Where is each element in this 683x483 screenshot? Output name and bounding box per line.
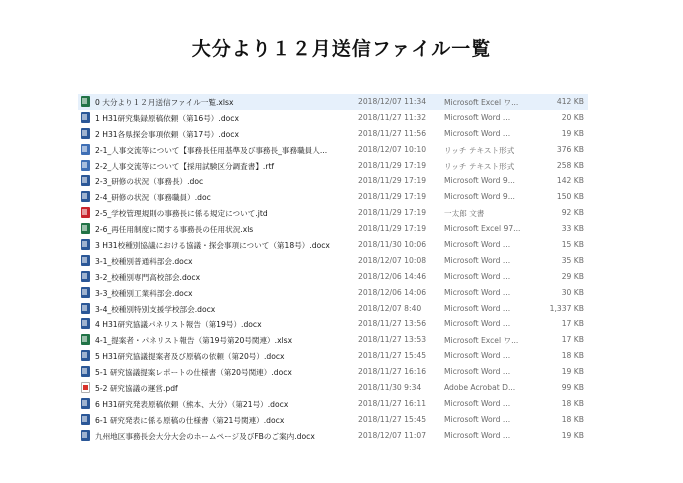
word-icon bbox=[81, 350, 90, 361]
file-date: 2018/12/07 11:34 bbox=[358, 97, 427, 106]
file-size: 99 KB bbox=[561, 383, 584, 393]
file-date: 2018/12/06 14:06 bbox=[358, 287, 427, 297]
file-name: 3-1_校種別普通科部会.docx bbox=[95, 256, 193, 266]
file-list bbox=[78, 94, 588, 444]
file-name: 4-1_提案者・パネリスト報告（第19号第20号関連）.xlsx bbox=[95, 336, 293, 346]
file-name: 2-4_研修の状況（事務職員）.doc bbox=[95, 193, 211, 203]
file-size: 15 KB bbox=[561, 240, 584, 250]
file-date: 2018/11/27 13:53 bbox=[358, 335, 427, 345]
file-type: Microsoft Word 9... bbox=[444, 176, 515, 186]
page-title: 大分より１２月送信ファイル一覧 bbox=[191, 38, 492, 60]
file-size: 29 KB bbox=[561, 271, 584, 281]
file-date: 2018/11/29 17:19 bbox=[358, 224, 427, 234]
word-icon bbox=[81, 112, 90, 123]
file-type: Microsoft Word ... bbox=[444, 240, 511, 250]
word-icon bbox=[81, 128, 90, 139]
file-size: 376 KB bbox=[556, 144, 584, 154]
file-type: Microsoft Word ... bbox=[444, 303, 511, 313]
file-row[interactable] bbox=[78, 158, 588, 174]
file-size: 1,337 KB bbox=[549, 303, 584, 313]
file-row[interactable] bbox=[78, 205, 588, 221]
excel-icon bbox=[81, 334, 90, 345]
file-type: Microsoft Word ... bbox=[444, 414, 511, 424]
file-date: 2018/11/27 16:16 bbox=[358, 367, 427, 377]
file-size: 18 KB bbox=[561, 414, 584, 424]
file-size: 19 KB bbox=[561, 367, 584, 377]
file-name: 2-2_人事交流等について【採用試験区分調査書】.rtf bbox=[95, 161, 275, 171]
file-row[interactable] bbox=[78, 189, 588, 205]
file-date: 2018/12/07 10:08 bbox=[358, 255, 427, 265]
file-type: Adobe Acrobat D... bbox=[444, 383, 516, 393]
file-name: 3-4_校種別特別支援学校部会.docx bbox=[95, 304, 216, 314]
file-name: 5-2 研究協議の運営.pdf bbox=[95, 384, 178, 394]
file-type: Microsoft Word ... bbox=[444, 319, 511, 329]
file-size: 18 KB bbox=[561, 398, 584, 408]
file-row[interactable] bbox=[78, 285, 588, 301]
file-date: 2018/12/07 10:10 bbox=[358, 144, 427, 154]
file-size: 17 KB bbox=[561, 335, 584, 345]
file-size: 150 KB bbox=[556, 192, 584, 202]
file-date: 2018/11/29 17:19 bbox=[358, 192, 427, 202]
file-row[interactable] bbox=[78, 380, 588, 396]
word-icon bbox=[81, 287, 90, 298]
file-name: 九州地区事務長会大分大会のホームページ及びFBのご案内.docx bbox=[95, 431, 315, 441]
file-date: 2018/11/27 15:45 bbox=[358, 414, 427, 424]
file-date: 2018/12/06 14:46 bbox=[358, 271, 427, 281]
file-name: 2-5_学校管理規則の事務長に係る規定について.jtd bbox=[95, 209, 268, 219]
file-row[interactable] bbox=[78, 396, 588, 412]
word-icon bbox=[81, 271, 90, 282]
file-type: Microsoft Word ... bbox=[444, 271, 511, 281]
file-row[interactable] bbox=[78, 428, 588, 444]
word-icon bbox=[81, 414, 90, 425]
file-type: Microsoft Excel ワ... bbox=[444, 98, 519, 107]
file-date: 2018/12/07 11:07 bbox=[358, 430, 427, 440]
file-name: 3 H31校種別協議における協議・探会事項について（第18号）.docx bbox=[95, 241, 330, 251]
file-date: 2018/11/29 17:19 bbox=[358, 208, 427, 218]
file-name: 6 H31研究発表原稿依頼（熊本、大分）（第21号）.docx bbox=[95, 399, 289, 409]
file-type: Microsoft Excel 97... bbox=[444, 224, 521, 234]
file-type: Microsoft Word ... bbox=[444, 128, 511, 138]
file-type: 一太郎 文書 bbox=[444, 209, 485, 219]
file-date: 2018/12/07 8:40 bbox=[358, 303, 422, 313]
file-row[interactable] bbox=[78, 332, 588, 348]
file-date: 2018/11/27 16:11 bbox=[358, 398, 427, 408]
file-size: 19 KB bbox=[561, 430, 584, 440]
file-size: 35 KB bbox=[561, 255, 584, 265]
file-name: 2 H31各県探会事項依頼（第17号）.docx bbox=[95, 129, 239, 139]
file-date: 2018/11/30 9:34 bbox=[358, 383, 422, 393]
file-name: 1 H31研究集録原稿依頼（第16号）.docx bbox=[95, 113, 239, 123]
file-date: 2018/11/27 11:32 bbox=[358, 112, 427, 122]
file-row[interactable] bbox=[78, 364, 588, 380]
word-icon bbox=[81, 318, 90, 329]
file-row[interactable] bbox=[78, 221, 588, 237]
file-name: 3-2_校種別専門高校部会.docx bbox=[95, 272, 201, 282]
file-type: Microsoft Word ... bbox=[444, 255, 511, 265]
file-name: 6-1 研究発表に係る原稿の仕様書（第21号関連）.docx bbox=[95, 415, 285, 425]
rtf-icon bbox=[81, 160, 90, 171]
file-name: 3-3_校種別工業科部会.docx bbox=[95, 288, 193, 298]
file-row[interactable] bbox=[78, 237, 588, 253]
file-size: 17 KB bbox=[561, 319, 584, 329]
file-row[interactable] bbox=[78, 142, 588, 158]
file-date: 2018/11/29 17:19 bbox=[358, 160, 427, 170]
word-icon bbox=[81, 255, 90, 266]
word-icon bbox=[81, 175, 90, 186]
word-icon bbox=[81, 430, 90, 441]
file-type: Microsoft Word 9... bbox=[444, 192, 515, 202]
word-icon bbox=[81, 366, 90, 377]
word-icon bbox=[81, 303, 90, 314]
file-date: 2018/11/29 17:19 bbox=[358, 176, 427, 186]
file-row[interactable] bbox=[78, 126, 588, 142]
file-size: 20 KB bbox=[561, 112, 584, 122]
file-row[interactable] bbox=[78, 269, 588, 285]
file-name: 2-1_人事交流等について【事務長任用基準及び事務長_事務職員人... bbox=[95, 145, 328, 155]
file-type: Microsoft Word ... bbox=[444, 398, 511, 408]
rtf-icon bbox=[81, 144, 90, 155]
file-size: 30 KB bbox=[561, 287, 584, 297]
file-name: 4 H31研究協議パネリスト報告（第19号）.docx bbox=[95, 320, 262, 330]
file-name: 5-1 研究協議提案レポートの仕様書（第20号関連）.docx bbox=[95, 368, 292, 378]
excel-icon bbox=[81, 223, 90, 234]
file-type: Microsoft Excel ワ... bbox=[444, 336, 519, 346]
file-type: リッチ テキスト形式 bbox=[444, 145, 515, 155]
file-row[interactable] bbox=[78, 94, 588, 110]
file-size: 412 KB bbox=[556, 97, 584, 106]
file-type: Microsoft Word ... bbox=[444, 430, 511, 440]
file-type: Microsoft Word ... bbox=[444, 287, 511, 297]
file-size: 33 KB bbox=[561, 224, 584, 234]
file-row[interactable] bbox=[78, 173, 588, 189]
file-row[interactable] bbox=[78, 110, 588, 126]
file-date: 2018/11/27 13:56 bbox=[358, 319, 427, 329]
file-row[interactable] bbox=[78, 316, 588, 332]
file-type: Microsoft Word ... bbox=[444, 351, 511, 361]
file-type: リッチ テキスト形式 bbox=[444, 161, 515, 171]
file-name: 5 H31研究協議提案者及び原稿の依頼（第20号）.docx bbox=[95, 352, 285, 362]
file-size: 19 KB bbox=[561, 128, 584, 138]
pdf-icon bbox=[81, 382, 90, 393]
file-row[interactable] bbox=[78, 348, 588, 364]
file-date: 2018/11/27 15:45 bbox=[358, 351, 427, 361]
file-size: 258 KB bbox=[556, 160, 584, 170]
file-row[interactable] bbox=[78, 412, 588, 428]
file-row[interactable] bbox=[78, 301, 588, 317]
word-icon bbox=[81, 239, 90, 250]
file-size: 142 KB bbox=[556, 176, 584, 186]
word-icon bbox=[81, 191, 90, 202]
file-name: 2-3_研修の状況（事務長）.doc bbox=[95, 177, 204, 187]
file-size: 92 KB bbox=[561, 208, 584, 218]
file-name: 0 大分より１２月送信ファイル一覧.xlsx bbox=[95, 98, 234, 107]
ichitaro-icon bbox=[81, 207, 90, 218]
word-icon bbox=[81, 398, 90, 409]
file-type: Microsoft Word ... bbox=[444, 367, 511, 377]
file-row[interactable] bbox=[78, 253, 588, 269]
file-name: 2-6_再任用制度に関する事務長の任用状況.xls bbox=[95, 225, 254, 235]
file-size: 18 KB bbox=[561, 351, 584, 361]
file-type: Microsoft Word ... bbox=[444, 112, 511, 122]
excel-icon bbox=[81, 96, 90, 107]
file-date: 2018/11/27 11:56 bbox=[358, 128, 427, 138]
file-date: 2018/11/30 10:06 bbox=[358, 240, 427, 250]
